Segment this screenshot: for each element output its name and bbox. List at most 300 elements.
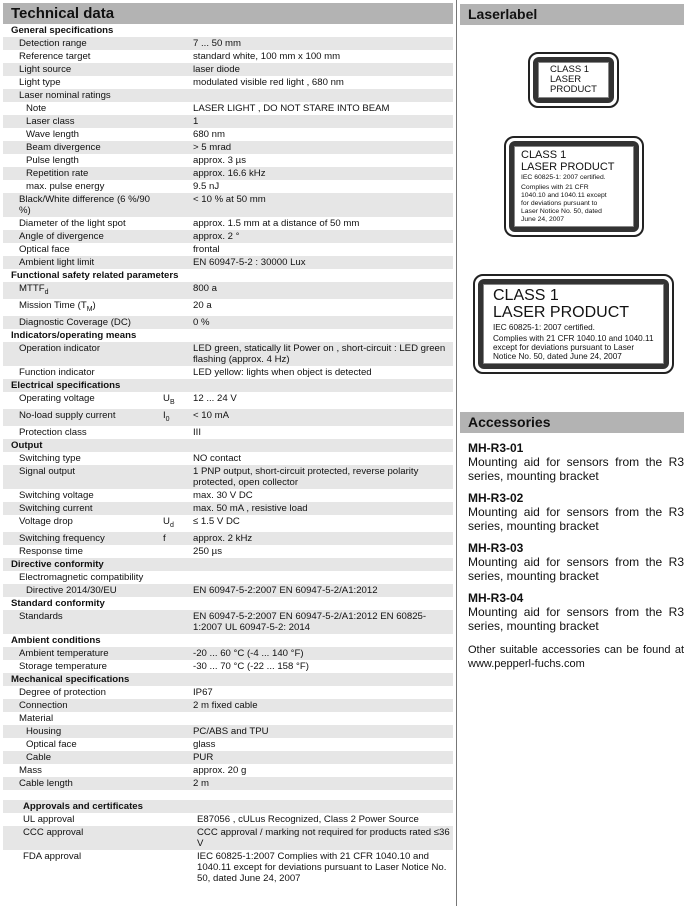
spec-unit (163, 38, 193, 49)
label-line: CLASS 1 (550, 64, 590, 75)
spec-label-text: Light source (19, 64, 72, 75)
spec-label-text: Mass (19, 764, 42, 776)
spec-unit (163, 300, 193, 315)
spec-unit-subscript: 0 (165, 415, 170, 423)
spec-label-text: MTTF (19, 283, 45, 294)
spec-row (3, 154, 453, 167)
spec-label (3, 827, 163, 849)
accessories-section (460, 412, 684, 671)
spec-label (3, 155, 163, 166)
spec-label (3, 503, 163, 514)
spec-row (3, 282, 453, 299)
section-header (3, 800, 453, 813)
spec-row (3, 180, 453, 193)
spec-label: Functional safety related parameters (11, 270, 179, 281)
spec-label (3, 64, 163, 75)
label-text: Complies with 21 CFR 1040.10 and 1040.11 except for deviations pursuant to Laser Notice No. 50, dated June 24, 2007 (521, 184, 607, 223)
spec-row (3, 217, 453, 230)
spec-label-text: Signal output (19, 465, 76, 477)
spec-label-text: max. pulse energy (26, 181, 105, 192)
spec-unit-symbol: I (163, 409, 166, 421)
right-column (460, 4, 684, 670)
accessory-description: Mounting aid for sensors from the R3 series, mounting bracket (468, 505, 684, 533)
spec-unit (311, 635, 341, 646)
spec-row (3, 660, 453, 673)
spec-unit (163, 129, 193, 140)
spec-row (3, 545, 453, 558)
accessory-name: MH-R3-01 (468, 441, 524, 455)
spec-label-text: Reference target (19, 51, 91, 62)
spec-row (3, 243, 453, 256)
spec-label (3, 283, 163, 298)
spec-unit (311, 598, 341, 609)
spec-label (3, 427, 163, 438)
spec-label-text: Cable (26, 751, 52, 763)
spec-unit (311, 440, 341, 451)
spec-label-text: CCC approval (23, 826, 84, 838)
laser-label-medium (504, 136, 644, 237)
spec-label-text: Note (26, 103, 47, 114)
accessories-footer: Other suitable accessories can be found at www.pepperl-fuchs.com (468, 644, 684, 670)
spec-unit (163, 765, 193, 776)
spec-value: PC/ABS and TPU (193, 725, 269, 737)
spec-value (341, 674, 453, 685)
spec-label (3, 194, 163, 216)
spec-label-text: Laser class (26, 116, 75, 127)
spec-unit (163, 533, 193, 544)
spec-unit-symbol: U (163, 515, 170, 527)
spec-value: 1 (193, 116, 199, 127)
spec-label-text: Diagnostic Coverage (DC) (19, 316, 131, 328)
spec-unit (163, 393, 193, 408)
spec-unit (163, 546, 193, 557)
accessory-name: MH-R3-04 (468, 591, 524, 605)
spec-unit-subscript: B (169, 398, 175, 406)
spec-unit (163, 739, 193, 750)
spec-row (3, 764, 453, 777)
spec-label-text: Repetition rate (26, 168, 89, 179)
spec-label-text: Ambient light limit (19, 257, 95, 268)
label-line: PRODUCT (550, 84, 597, 95)
accessory-description: Mounting aid for sensors from the R3 series, mounting bracket (468, 605, 684, 633)
spec-label-text: Diameter of the light spot (19, 218, 126, 229)
spec-row (3, 826, 453, 850)
spec-row (3, 777, 453, 790)
spec-unit (311, 270, 341, 281)
laser-label-small (528, 52, 619, 108)
spec-row (3, 89, 453, 102)
spec-label-text: Storage temperature (19, 660, 107, 672)
spec-unit (163, 611, 193, 633)
spec-label-text: Directive 2014/30/EU (26, 584, 117, 596)
spec-value: approx. 16.6 kHz (193, 168, 266, 179)
spec-unit (163, 367, 193, 378)
spec-value (341, 598, 453, 609)
spec-label-text: Light type (19, 77, 61, 88)
spec-value: 0 % (193, 316, 210, 328)
spec-value: CCC approval / marking not required for products rated ≤36 V (197, 826, 450, 849)
spec-unit-subscript: d (169, 521, 174, 529)
spec-unit (311, 380, 341, 391)
label-product: LASER PRODUCT (493, 304, 630, 321)
spec-label (3, 661, 163, 672)
spec-unit (163, 257, 193, 268)
spec-label (3, 300, 163, 315)
spec-unit (163, 585, 193, 596)
spec-label: Standard conformity (11, 597, 105, 609)
spec-label (3, 343, 163, 365)
spec-unit (163, 410, 193, 425)
spec-value: modulated visible red light , 680 nm (193, 77, 344, 88)
spec-unit (163, 453, 193, 464)
spec-row (3, 141, 453, 154)
spec-label (3, 231, 163, 242)
spec-label: Electrical specifications (11, 379, 121, 391)
label-class: CLASS 1 (493, 287, 559, 304)
spec-label (3, 257, 163, 268)
spec-value (341, 440, 453, 451)
spec-value: approx. 20 g (193, 764, 247, 776)
spec-row (3, 571, 453, 584)
spec-value (341, 559, 453, 570)
spec-value: LED yellow: lights when object is detected (193, 366, 372, 378)
spec-value: EN 60947-5-2:2007 EN 60947-5-2/A1:2012 (193, 584, 378, 596)
spec-row (3, 647, 453, 660)
spec-value: 250 µs (193, 545, 222, 557)
spec-unit (163, 713, 193, 724)
section-header (3, 24, 453, 37)
spec-label (3, 726, 163, 737)
spec-value: PUR (193, 751, 214, 763)
spec-label-text: Switching current (19, 502, 93, 514)
spec-value: LASER LIGHT , DO NOT STARE INTO BEAM (193, 103, 390, 114)
spec-label (3, 142, 163, 153)
accessory-description: Mounting aid for sensors from the R3 series, mounting bracket (468, 555, 684, 583)
spec-row (3, 193, 453, 217)
spec-unit (323, 801, 353, 812)
laserlabel-header: Laserlabel (460, 4, 684, 25)
spec-value: frontal (193, 244, 220, 255)
spec-value (341, 380, 453, 391)
spec-unit (163, 648, 193, 659)
label-text: Complies with 21 CFR 1040.10 and 1040.11 except for deviations pursuant to Laser Notice No. 50, dated June 24, 2007 (493, 334, 654, 361)
spec-value: 20 a (193, 299, 212, 311)
spec-row (3, 813, 453, 826)
spec-value: approx. 3 µs (193, 155, 246, 166)
spec-label: Approvals and certificates (23, 800, 143, 812)
spec-row (3, 452, 453, 465)
spec-row (3, 532, 453, 545)
spec-value (341, 635, 453, 646)
label-cert: IEC 60825-1: 2007 certified. (493, 323, 595, 332)
spec-value: ≤ 1.5 V DC (193, 515, 240, 527)
spec-row (3, 50, 453, 63)
spec-label (3, 129, 163, 140)
spec-unit (163, 503, 193, 514)
spec-label (3, 851, 163, 884)
spec-value (341, 25, 453, 36)
spec-value: 12 ... 24 V (193, 392, 237, 404)
spec-row (3, 392, 453, 409)
spec-label-text: Switching voltage (19, 489, 94, 501)
spec-value: laser diode (193, 64, 240, 75)
spec-row (3, 699, 453, 712)
spec-label (3, 393, 163, 408)
spec-label-text: Pulse length (26, 155, 79, 166)
label-line: LASER (550, 74, 582, 85)
spec-row (3, 167, 453, 180)
spec-unit (163, 466, 193, 488)
spec-value (193, 572, 453, 583)
spec-label-text: Angle of divergence (19, 231, 104, 242)
spec-label (3, 77, 163, 88)
spec-unit (311, 25, 341, 36)
spec-row (3, 230, 453, 243)
accessory-item (460, 591, 684, 633)
spec-unit (163, 168, 193, 179)
spec-row (3, 465, 453, 489)
section-header (3, 329, 453, 342)
spec-unit (163, 51, 193, 62)
spec-value: < 10 mA (193, 409, 229, 421)
spec-value: standard white, 100 mm x 100 mm (193, 51, 341, 62)
spec-label (3, 490, 163, 501)
spec-label-text: Voltage drop (19, 515, 73, 527)
spec-label-text: No-load supply current (19, 409, 116, 421)
spec-row (3, 850, 453, 885)
spec-value (353, 801, 453, 812)
spec-row (3, 76, 453, 89)
accessory-name: MH-R3-03 (468, 541, 524, 555)
spec-value: -20 ... 60 °C (-4 ... 140 °F) (193, 647, 304, 659)
spec-value: approx. 1.5 mm at a distance of 50 mm (193, 218, 360, 229)
spec-label (3, 572, 163, 583)
spec-label (3, 752, 163, 763)
spec-unit (163, 218, 193, 229)
spec-label (3, 181, 163, 192)
section-header (3, 673, 453, 686)
spec-label-subscript: d (44, 288, 49, 296)
spec-value: 1 PNP output, short-circuit protected, reverse polarity protected, open collector (193, 465, 419, 488)
section-header (3, 597, 453, 610)
spec-label-text: Protection class (19, 426, 87, 438)
spec-label-text: Material (19, 712, 54, 724)
spec-unit (163, 427, 193, 438)
spec-value: 680 nm (193, 129, 225, 140)
spec-value: max. 50 mA , resistive load (193, 502, 308, 514)
spec-label (3, 38, 163, 49)
spec-label: General specifications (11, 25, 114, 36)
spec-row (3, 686, 453, 699)
spec-unit (163, 194, 193, 216)
label-cert: IEC 60825-1: 2007 certified. (521, 174, 606, 181)
spec-value (193, 90, 453, 101)
laser-label-large (473, 274, 674, 374)
spec-value (193, 713, 453, 724)
spec-unit (163, 490, 193, 501)
technical-data-panel (3, 3, 453, 885)
spec-row (3, 63, 453, 76)
spec-value: glass (193, 738, 216, 750)
spec-label-text: UL approval (23, 813, 75, 825)
spec-label-subscript: M (86, 305, 93, 313)
accessory-description: Mounting aid for sensors from the R3 series, mounting bracket (468, 455, 684, 483)
spec-label (3, 585, 163, 596)
spec-label (3, 765, 163, 776)
spec-value: NO contact (193, 452, 241, 464)
spec-label (3, 648, 163, 659)
technical-data-header: Technical data (3, 3, 453, 24)
spec-unit (163, 516, 193, 531)
spec-value: -30 ... 70 °C (-22 ... 158 °F) (193, 660, 309, 672)
spec-label-text: Connection (19, 699, 68, 711)
spec-value: approx. 2 kHz (193, 532, 253, 544)
spec-unit (163, 851, 193, 884)
spec-unit (163, 827, 193, 849)
spec-label (3, 778, 163, 789)
spec-value: 800 a (193, 283, 218, 294)
spec-label-text: Operation indicator (19, 342, 101, 354)
spec-unit-symbol: f (163, 532, 166, 544)
spec-unit (163, 181, 193, 192)
spec-unit (163, 661, 193, 672)
spec-label: Indicators/operating means (11, 329, 137, 341)
spec-label-text: Laser nominal ratings (19, 90, 111, 101)
spec-value: > 5 mrad (193, 142, 232, 153)
spec-label (3, 410, 163, 425)
section-header (3, 269, 453, 282)
spec-unit (163, 283, 193, 298)
spec-row (3, 256, 453, 269)
spec-unit (163, 778, 193, 789)
spec-unit (163, 103, 193, 114)
spec-unit (163, 90, 193, 101)
spec-row (3, 584, 453, 597)
spec-row (3, 712, 453, 725)
spec-label-text: Function indicator (19, 366, 95, 378)
spec-row (3, 316, 453, 329)
spec-label (3, 739, 163, 750)
spec-row (3, 342, 453, 366)
spec-label-text: Optical face (26, 738, 77, 750)
section-header (3, 379, 453, 392)
spec-value: EN 60947-5-2 : 30000 Lux (193, 257, 306, 268)
spec-label (3, 453, 163, 464)
spec-label-text: Response time (19, 545, 83, 557)
spec-label-suffix: ) (92, 299, 96, 311)
spec-label: Output (11, 439, 43, 451)
spec-label (3, 116, 163, 127)
spec-unit (163, 77, 193, 88)
spec-value: III (193, 426, 201, 438)
spec-label-text: Degree of protection (19, 686, 106, 698)
spec-label-text: Ambient temperature (19, 647, 109, 659)
spec-label (3, 546, 163, 557)
spec-label: Ambient conditions (11, 634, 101, 646)
spec-row (3, 725, 453, 738)
spec-label (3, 533, 163, 544)
spec-value: IP67 (193, 686, 213, 698)
spec-row (3, 366, 453, 379)
section-header (3, 439, 453, 452)
spec-row (3, 610, 453, 634)
spec-label-text: Cable length (19, 777, 73, 789)
spec-unit (163, 244, 193, 255)
spec-label: Mechanical specifications (11, 673, 130, 685)
spec-label-text: Detection range (19, 38, 87, 49)
spec-unit (163, 572, 193, 583)
spec-row (3, 751, 453, 764)
spec-label-text: Electromagnetic compatibility (19, 571, 144, 583)
spec-label (3, 367, 163, 378)
spec-label-text: Switching type (19, 452, 81, 464)
spec-unit-symbol: U (163, 392, 170, 404)
spec-row (3, 738, 453, 751)
spec-row (3, 37, 453, 50)
spec-unit (163, 231, 193, 242)
spec-value: approx. 2 ° (193, 231, 240, 242)
spec-unit (311, 674, 341, 685)
spec-unit (163, 317, 193, 328)
spec-unit (163, 726, 193, 737)
spec-value: E87056 , cULus Recognized, Class 2 Power Source (197, 813, 419, 825)
spacer (3, 790, 453, 800)
spec-label-text: Switching frequency (19, 532, 105, 544)
spec-label (3, 244, 163, 255)
spec-label-text: Wave length (26, 129, 79, 140)
spec-value: LED green, statically lit Power on , short-circuit : LED green flashing (approx. 4 Hz) (193, 342, 446, 365)
spec-label (3, 713, 163, 724)
column-divider (456, 0, 457, 906)
section-header (3, 634, 453, 647)
spec-unit (163, 700, 193, 711)
spec-label (3, 700, 163, 711)
spec-label (3, 168, 163, 179)
spec-value: 2 m fixed cable (193, 699, 258, 711)
spec-label-text: Operating voltage (19, 392, 95, 404)
spec-unit (163, 155, 193, 166)
label-class: CLASS 1 (521, 149, 567, 161)
spec-unit (311, 559, 341, 570)
section-header (3, 558, 453, 571)
spec-label: Directive conformity (11, 558, 104, 570)
accessory-item (460, 491, 684, 533)
spec-row (3, 102, 453, 115)
spec-label (3, 218, 163, 229)
spec-row (3, 489, 453, 502)
spec-label-text: FDA approval (23, 850, 82, 862)
spec-label (3, 814, 163, 825)
spec-label (3, 611, 163, 633)
spec-unit (163, 752, 193, 763)
spec-label-text: Mission Time (T (19, 299, 87, 311)
spec-unit (163, 814, 193, 825)
spec-label (3, 516, 163, 531)
spec-row (3, 502, 453, 515)
spec-label (3, 51, 163, 62)
label-product: LASER PRODUCT (521, 161, 615, 173)
spec-row (3, 299, 453, 316)
spec-unit (163, 687, 193, 698)
accessories-header: Accessories (460, 412, 684, 433)
spec-value: IEC 60825-1:2007 Complies with 21 CFR 1040.10 and 1040.11 except for deviations pursuant to Laser Notice No. 50, dated June 24, 2007 (197, 850, 447, 884)
accessory-name: MH-R3-02 (468, 491, 524, 505)
spec-value (341, 330, 453, 341)
spec-row (3, 115, 453, 128)
spec-label (3, 103, 163, 114)
spec-value: EN 60947-5-2:2007 EN 60947-5-2/A1:2012 EN 60825-1:2007 UL 60947-5-2: 2014 (193, 610, 427, 633)
spec-label-text: Black/White difference (6 %/90 %) (19, 194, 151, 216)
